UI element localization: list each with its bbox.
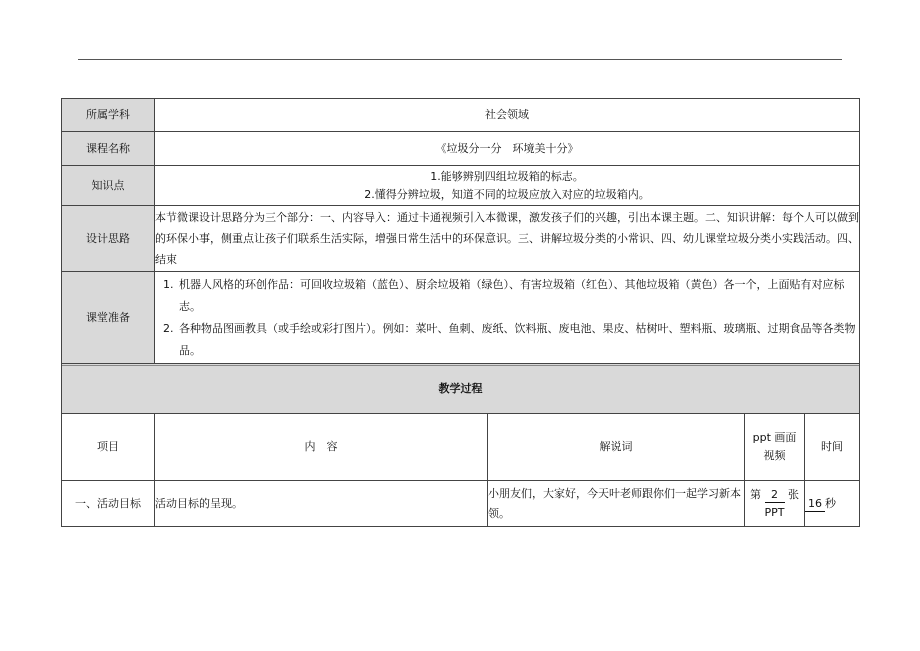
lesson-plan-table [61,98,860,527]
prep-label: 课堂准备 [62,272,155,364]
ppt-suffix: 张 [788,487,799,501]
header-ppt [745,414,805,481]
header-rule [78,59,842,60]
subject-row [62,99,860,132]
header-time: 时间 [805,414,860,481]
process-banner-row [62,364,860,414]
design-text: 本节微课设计思路分为三个部分：一、内容导入：通过卡通视频引入本微课，激发孩子们的兴趣，引出本课主题。二、知识讲解：每个人可以做到的环保小事，侧重点让孩子们联系生活实际，增强日常生活中的环保意识。三、讲解垃圾分类的小常识、四、幼儿课堂垃圾分类小实践活动。四、结束 [155,206,860,272]
process-ppt [745,481,805,527]
process-title: 教学过程 [62,365,859,413]
course-row [62,132,860,166]
knowledge-point-1: 1.能够辨别四组垃圾箱的标志。 [430,169,584,183]
process-row [62,481,860,527]
process-content: 活动目标的呈现。 [155,481,488,527]
knowledge-point-2: 2.懂得分辨垃圾，知道不同的垃圾应放入对应的垃圾箱内。 [364,187,650,201]
process-banner [62,364,860,414]
header-narration: 解说词 [488,414,745,481]
subject-value: 社会领域 [155,99,860,132]
ppt-number: 2 [765,488,785,503]
header-ppt-line1: ppt 画面 [752,431,797,444]
process-narration: 小朋友们，大家好，今天叶老师跟你们一起学习新本领。 [488,481,745,527]
process-header-row [62,414,860,481]
process-item: 一、活动目标 [62,481,155,527]
knowledge-label: 知识点 [62,166,155,206]
prep-row [62,272,860,364]
header-item: 项目 [62,414,155,481]
ppt-label: PPT [764,505,785,519]
design-row [62,206,860,272]
subject-label: 所属学科 [62,99,155,132]
process-time [805,481,860,527]
prep-item-2: 2. 各种物品图画教具（或手绘或彩打图片）。例如：菜叶、鱼刺、废纸、饮料瓶、废电池、果皮、枯树叶、塑料瓶、玻璃瓶、过期食品等各类物品。 [177,318,859,362]
design-label: 设计思路 [62,206,155,272]
header-content: 内 容 [155,414,488,481]
ppt-prefix: 第 [750,487,761,501]
time-value: 16 [805,497,825,512]
course-name: 《垃圾分一分 环境美十分》 [155,132,860,166]
knowledge-points [155,166,860,206]
prep-content [155,272,860,364]
knowledge-row [62,166,860,206]
course-label: 课程名称 [62,132,155,166]
prep-item-1: 1. 机器人风格的环创作品：可回收垃圾箱（蓝色）、厨余垃圾箱（绿色）、有害垃圾箱（红色）、其他垃圾箱（黄色）各一个，上面贴有对应标志。 [177,274,859,318]
prep-list [155,274,859,362]
time-unit: 秒 [825,496,836,510]
header-ppt-line2: 视频 [763,449,786,462]
